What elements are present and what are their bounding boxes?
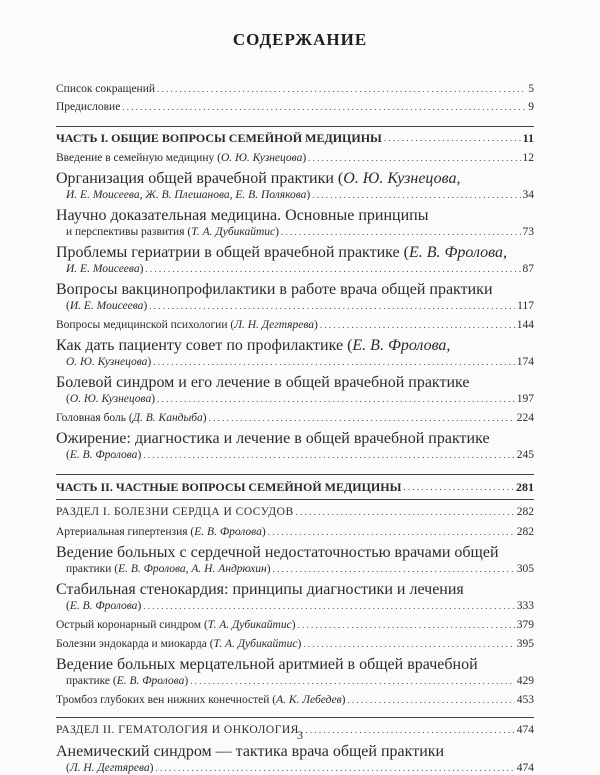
page-ref: 474 <box>516 762 534 774</box>
toc-section-2[interactable]: РАЗДЕЛ II. ГЕМАТОЛОГИЯ И ОНКОЛОГИЯ . . . 474 <box>56 723 534 737</box>
page-ref: 174 <box>516 356 534 368</box>
divider <box>56 717 534 718</box>
page-ref: 281 <box>516 480 534 494</box>
divider <box>56 474 534 475</box>
page-ref: 333 <box>516 600 534 612</box>
toc-entry[interactable]: Анемический синдром — тактика врача общей практики (Л. Н. Дегтярева) . . . 474 <box>56 743 534 775</box>
toc-entry[interactable]: Как дать пациенту совет по профилактике (Е. В. Фролова, О. Ю. Кузнецова) . . . 174 <box>56 337 534 369</box>
page-ref: 144 <box>516 319 534 331</box>
page-ref: 197 <box>516 393 534 405</box>
page-ref: 117 <box>517 300 534 312</box>
toc-entry[interactable]: Вопросы медицинской психологии (Л. Н. Дегтярева) . . . 144 <box>56 318 534 332</box>
toc-entry[interactable]: Вопросы вакцинопрофилактики в работе врача общей практики (И. Е. Моисеева) . . . 117 <box>56 281 534 313</box>
page-title: СОДЕРЖАНИЕ <box>232 30 368 49</box>
page-number: 3 <box>297 728 303 742</box>
toc-entry[interactable]: Стабильная стенокардия: принципы диагностики и лечения (Е. В. Фролова) . . . 333 <box>56 581 534 613</box>
toc-part-2[interactable]: ЧАСТЬ II. ЧАСТНЫЕ ВОПРОСЫ СЕМЕЙНОЙ МЕДИЦИНЫ . . . 281 <box>56 480 534 494</box>
toc-entry[interactable]: Тромбоз глубоких вен нижних конечностей (А. К. Лебедев) . . . 453 <box>56 693 534 707</box>
page-ref: 282 <box>516 506 534 518</box>
toc-entry[interactable]: Введение в семейную медицину (О. Ю. Кузнецова) . . . 12 <box>56 151 534 165</box>
toc-entry[interactable]: Болевой синдром и его лечение в общей врачебной практике (О. Ю. Кузнецова) . . . 197 <box>56 374 534 406</box>
toc-section-1[interactable]: РАЗДЕЛ I. БОЛЕЗНИ СЕРДЦА И СОСУДОВ . . . 282 <box>56 505 534 519</box>
page-ref: 474 <box>516 724 534 736</box>
page-ref: 429 <box>516 675 534 687</box>
divider <box>56 126 534 127</box>
page-ref: 34 <box>522 189 534 201</box>
page-ref: 305 <box>516 563 534 575</box>
toc-entry-preface[interactable]: Предисловие . . . 9 <box>56 100 534 114</box>
page-ref: 87 <box>522 263 534 275</box>
toc-entry[interactable]: Научно доказательная медицина. Основные принципы и перспективы развития (Т. А. Дубикайтис) . . . 73 <box>56 207 534 239</box>
toc-entry-abbreviations[interactable]: Список сокращений . . . 5 <box>56 82 534 96</box>
divider <box>56 499 534 500</box>
page-ref: 224 <box>516 412 534 424</box>
page-ref: 453 <box>516 694 534 706</box>
page-ref: 9 <box>528 101 534 113</box>
table-of-contents <box>56 80 534 775</box>
page-ref: 282 <box>516 526 534 538</box>
toc-entry[interactable]: Проблемы гериатрии в общей врачебной практике (Е. В. Фролова, И. Е. Моисеева) . . . 87 <box>56 244 534 276</box>
page-ref: 5 <box>528 83 534 95</box>
toc-part-1[interactable]: ЧАСТЬ I. ОБЩИЕ ВОПРОСЫ СЕМЕЙНОЙ МЕДИЦИНЫ . . . 11 <box>56 131 534 145</box>
toc-entry[interactable]: Болезни эндокарда и миокарда (Т. А. Дубикайтис) . . . 395 <box>56 637 534 651</box>
toc-entry[interactable]: Острый коронарный синдром (Т. А. Дубикайтис) . . . 379 <box>56 618 534 632</box>
toc-entry[interactable]: Артериальная гипертензия (Е. В. Фролова) . . . 282 <box>56 525 534 539</box>
page-ref: 379 <box>516 619 534 631</box>
page-ref: 12 <box>522 152 534 164</box>
toc-entry[interactable]: Ожирение: диагностика и лечение в общей врачебной практике (Е. В. Фролова) . . . 245 <box>56 430 534 462</box>
page-ref: 73 <box>522 226 534 238</box>
page-ref: 245 <box>516 449 534 461</box>
page-ref: 395 <box>516 638 534 650</box>
toc-entry[interactable]: Головная боль (Д. В. Кандыба) . . . 224 <box>56 411 534 425</box>
page-ref: 11 <box>522 131 534 145</box>
toc-entry[interactable]: Ведение больных мерцательной аритмией в общей врачебной практике (Е. В. Фролова) . . . 429 <box>56 656 534 688</box>
toc-entry[interactable]: Организация общей врачебной практики (О. Ю. Кузнецова, И. Е. Моисеева, Ж. В. Плешанова, Е. В. Полякова) . . . 34 <box>56 170 534 202</box>
toc-entry[interactable]: Ведение больных с сердечной недостаточностью врачами общей практики (Е. В. Фролова, А. Н. Андрюхин) . . . 305 <box>56 544 534 576</box>
